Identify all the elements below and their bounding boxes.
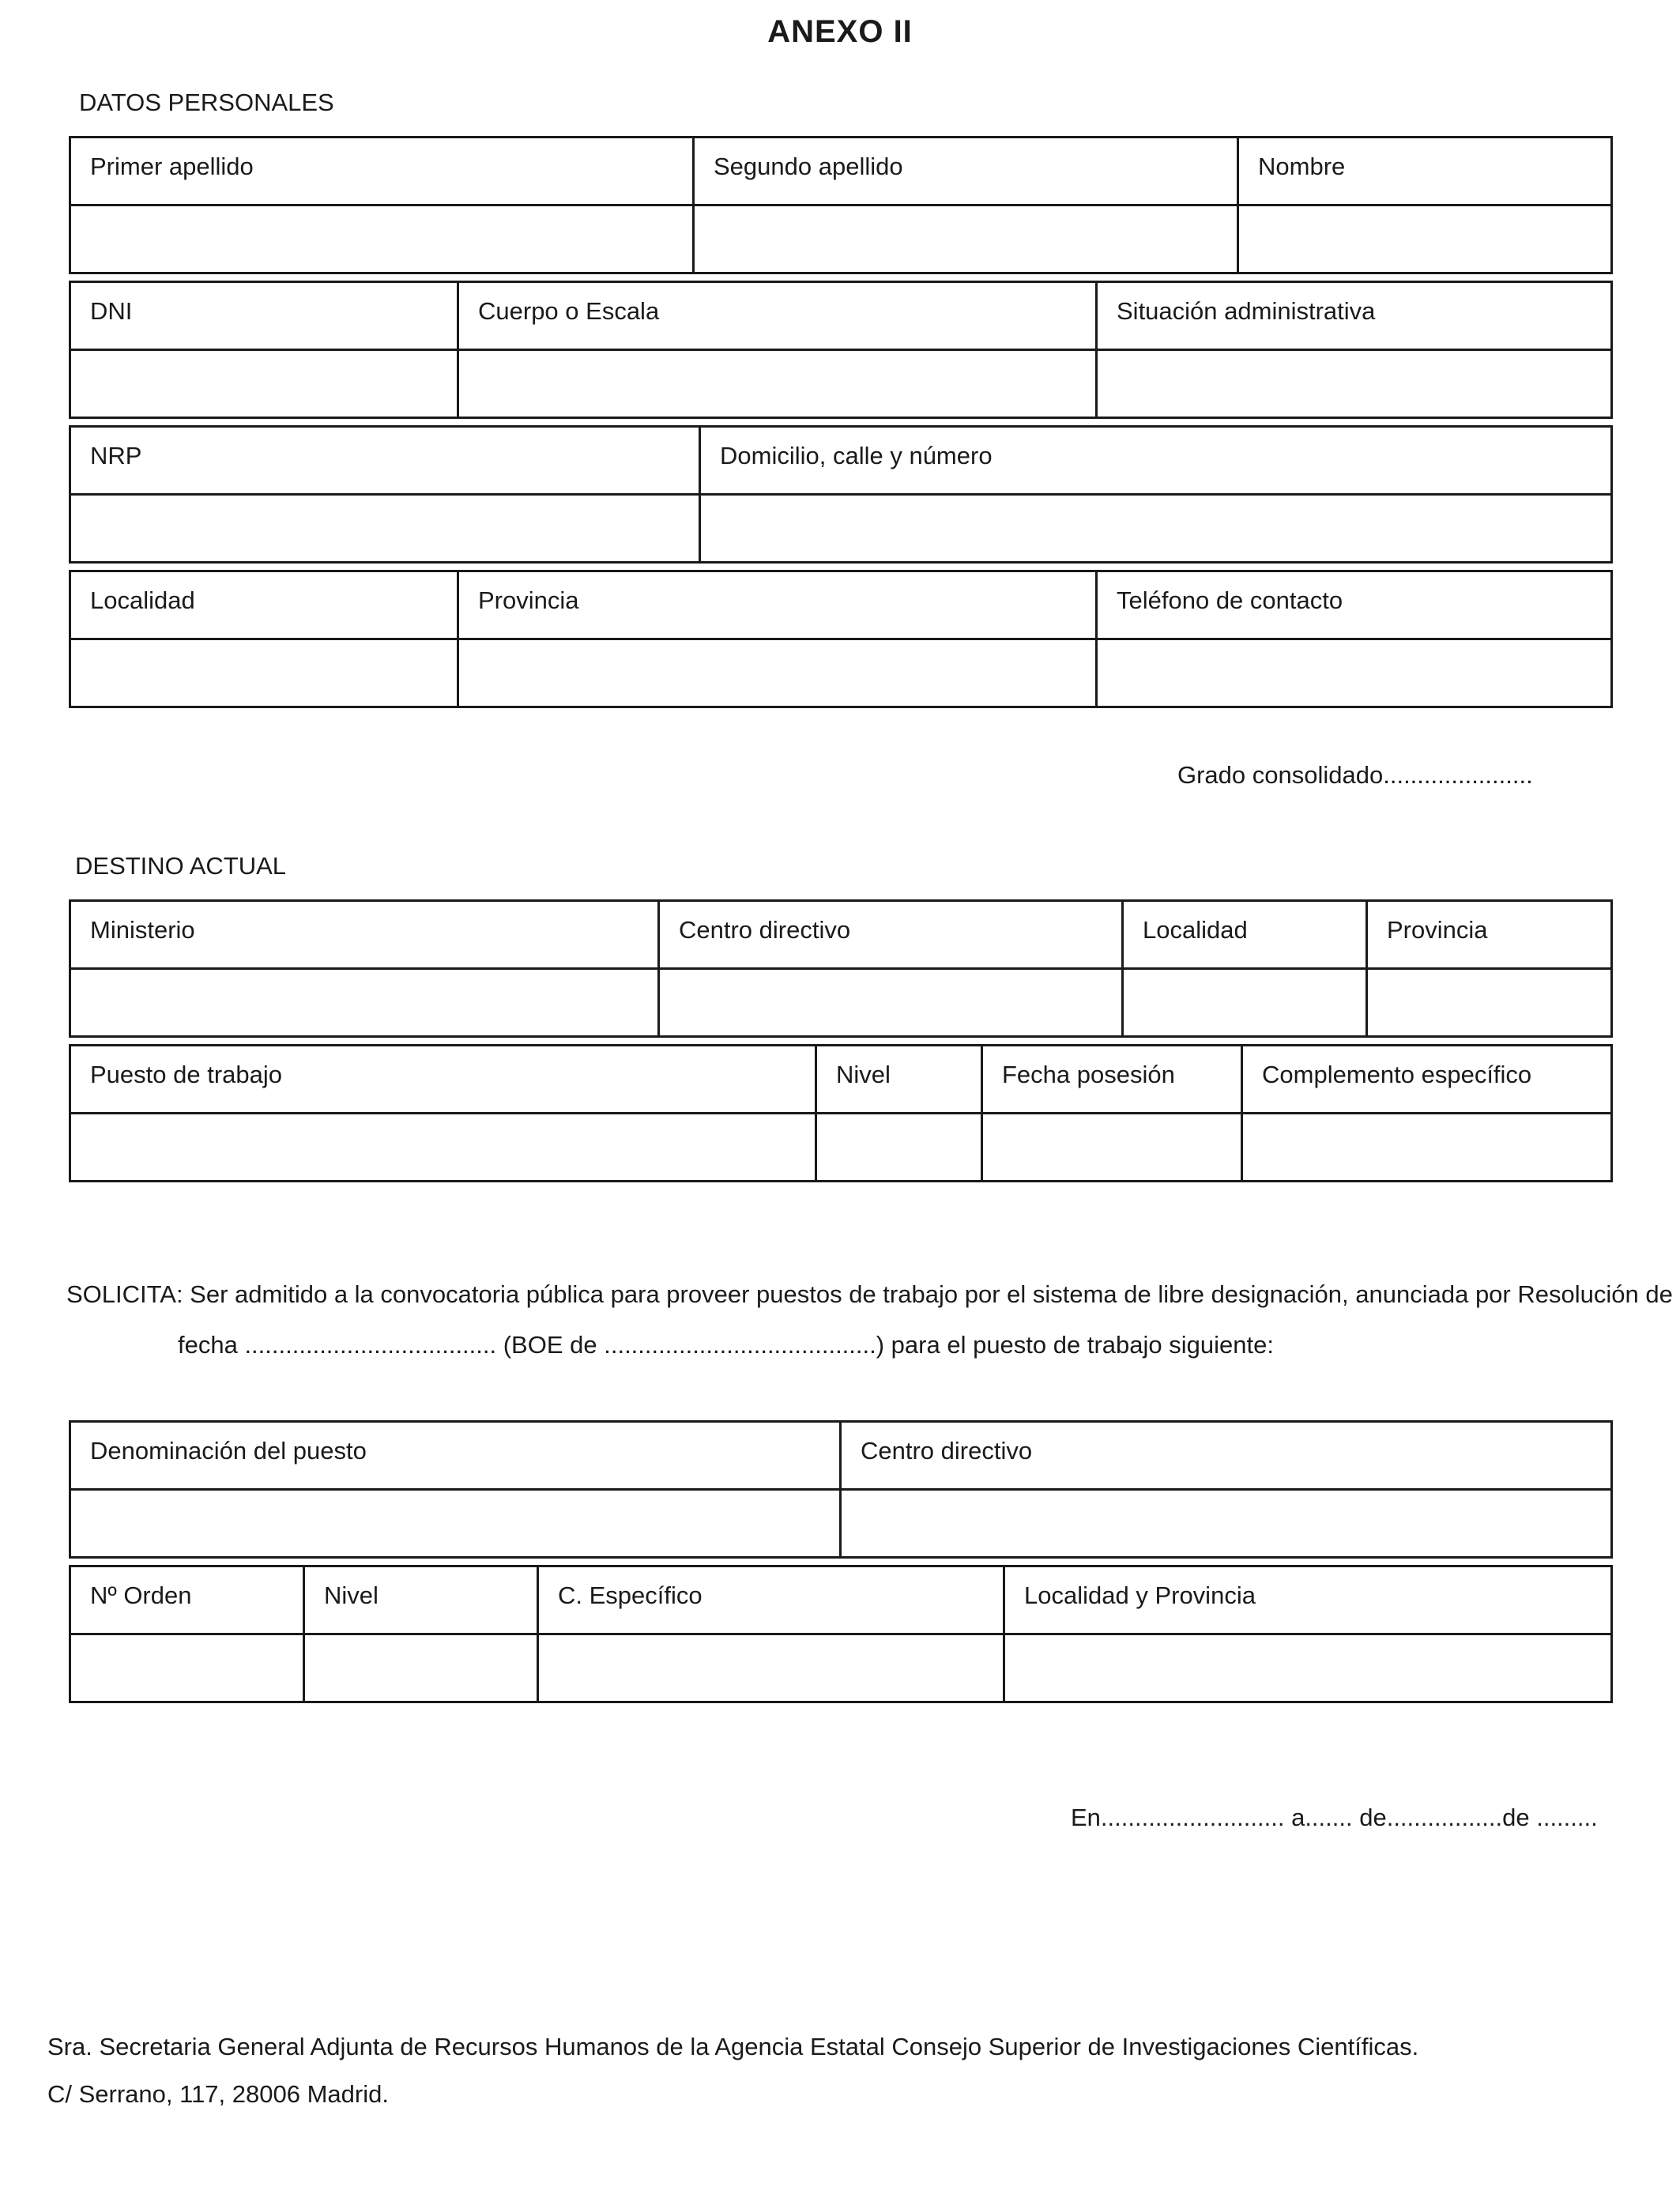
field-nivel[interactable]	[816, 1114, 982, 1182]
label-puesto-trabajo: Puesto de trabajo	[70, 1046, 816, 1114]
destino-actual-table-2	[69, 1044, 1613, 1182]
puesto-table-2	[69, 1565, 1613, 1703]
section-heading-datos-personales: DATOS PERSONALES	[79, 89, 334, 116]
label-centro-directivo-puesto: Centro directivo	[841, 1422, 1612, 1490]
label-provincia-destino: Provincia	[1367, 901, 1612, 969]
label-n-orden: Nº Orden	[70, 1566, 304, 1634]
field-puesto-trabajo[interactable]	[70, 1114, 816, 1182]
datos-personales-table-3	[69, 425, 1613, 564]
fecha-lugar-line: En........................... a....... de.................de .........	[1071, 1804, 1598, 1831]
field-c-especifico[interactable]	[538, 1634, 1004, 1702]
label-centro-directivo: Centro directivo	[659, 901, 1123, 969]
grado-consolidado: Grado consolidado......................	[1177, 761, 1533, 789]
field-complemento-especifico[interactable]	[1242, 1114, 1612, 1182]
label-nivel: Nivel	[816, 1046, 982, 1114]
address-line: C/ Serrano, 117, 28006 Madrid.	[47, 2080, 389, 2108]
field-nombre[interactable]	[1238, 205, 1612, 273]
solicita-line-2: fecha ..................................... (BOE de ........................................) para el puesto de trabajo siguiente:	[178, 1331, 1274, 1359]
field-localidad-destino[interactable]	[1123, 969, 1367, 1037]
label-domicilio: Domicilio, calle y número	[700, 427, 1612, 495]
field-nivel-puesto[interactable]	[304, 1634, 538, 1702]
label-cuerpo-escala: Cuerpo o Escala	[458, 282, 1097, 350]
field-ministerio[interactable]	[70, 969, 659, 1037]
addressee-line: Sra. Secretaria General Adjunta de Recursos Humanos de la Agencia Estatal Consejo Superior de Investigaciones Científicas.	[47, 2033, 1419, 2060]
datos-personales-table-4	[69, 570, 1613, 708]
puesto-table-1	[69, 1420, 1613, 1559]
label-situacion-administrativa: Situación administrativa	[1097, 282, 1612, 350]
datos-personales-table-1	[69, 136, 1613, 274]
page-title: ANEXO II	[767, 14, 913, 49]
label-localidad-provincia: Localidad y Provincia	[1004, 1566, 1612, 1634]
field-provincia-destino[interactable]	[1367, 969, 1612, 1037]
field-situacion-administrativa[interactable]	[1097, 350, 1612, 418]
field-domicilio[interactable]	[700, 495, 1612, 563]
field-n-orden[interactable]	[70, 1634, 304, 1702]
destino-actual-table-1	[69, 899, 1613, 1038]
section-heading-destino-actual: DESTINO ACTUAL	[75, 852, 286, 880]
label-nivel-puesto: Nivel	[304, 1566, 538, 1634]
field-localidad-provincia[interactable]	[1004, 1634, 1612, 1702]
label-provincia: Provincia	[458, 571, 1097, 639]
field-dni[interactable]	[70, 350, 458, 418]
field-denominacion-puesto[interactable]	[70, 1490, 841, 1558]
label-segundo-apellido: Segundo apellido	[694, 138, 1238, 205]
field-centro-directivo-puesto[interactable]	[841, 1490, 1612, 1558]
label-denominacion-puesto: Denominación del puesto	[70, 1422, 841, 1490]
label-complemento-especifico: Complemento específico	[1242, 1046, 1612, 1114]
label-c-especifico: C. Específico	[538, 1566, 1004, 1634]
field-segundo-apellido[interactable]	[694, 205, 1238, 273]
label-localidad: Localidad	[70, 571, 458, 639]
field-nrp[interactable]	[70, 495, 700, 563]
field-centro-directivo[interactable]	[659, 969, 1123, 1037]
field-provincia[interactable]	[458, 639, 1097, 707]
label-nrp: NRP	[70, 427, 700, 495]
label-ministerio: Ministerio	[70, 901, 659, 969]
label-dni: DNI	[70, 282, 458, 350]
label-nombre: Nombre	[1238, 138, 1612, 205]
field-telefono[interactable]	[1097, 639, 1612, 707]
datos-personales-table-2	[69, 281, 1613, 419]
label-localidad-destino: Localidad	[1123, 901, 1367, 969]
solicita-line-1: SOLICITA: Ser admitido a la convocatoria pública para proveer puestos de trabajo por el sistema de libre designación, anunciada por Resolución de	[66, 1280, 1673, 1308]
label-fecha-posesion: Fecha posesión	[982, 1046, 1242, 1114]
field-cuerpo-escala[interactable]	[458, 350, 1097, 418]
label-telefono: Teléfono de contacto	[1097, 571, 1612, 639]
label-primer-apellido: Primer apellido	[70, 138, 694, 205]
field-primer-apellido[interactable]	[70, 205, 694, 273]
field-fecha-posesion[interactable]	[982, 1114, 1242, 1182]
field-localidad[interactable]	[70, 639, 458, 707]
